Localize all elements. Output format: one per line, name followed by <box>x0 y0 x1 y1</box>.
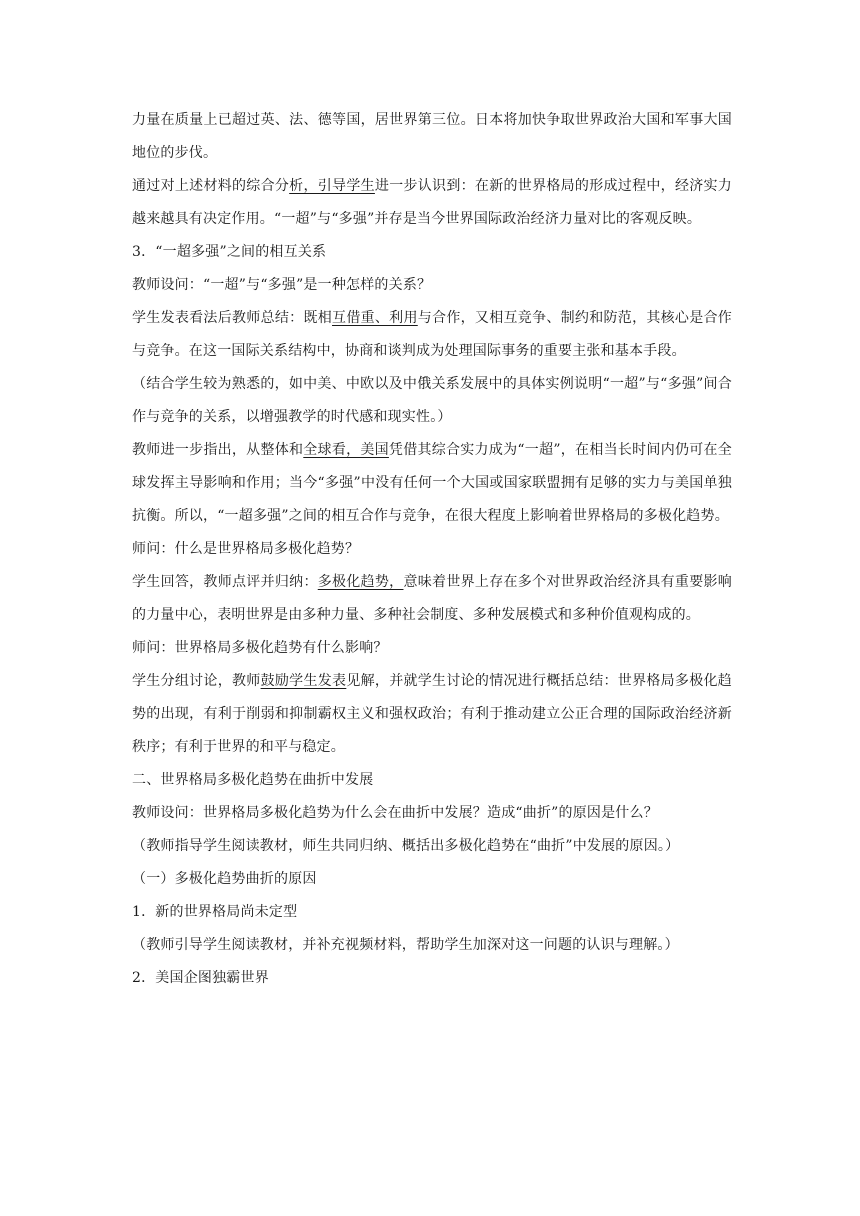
paragraph <box>132 368 732 434</box>
paragraph <box>132 830 732 863</box>
text-run: 教师设问：世界格局多极化趋势为什么会在曲折中发展？造成“曲折”的原因是什么？ <box>132 805 658 821</box>
text-run: 意味着世界上存在多个对世界政治经济具有重要影响的力量中心，表明世界是由多种力量、多种社会制度、多种发展模式和多种价值观构成的。 <box>132 574 732 623</box>
underlined-text: 全球看，美国 <box>303 442 389 458</box>
text-run: 力量在质量上已超过英、法、德等国，居世界第三位。日本将加快争取世界政治大国和军事大国地位的步伐。 <box>132 112 732 161</box>
paragraph <box>132 566 732 632</box>
paragraph <box>132 533 732 566</box>
text-run: （教师引导学生阅读教材，并补充视频材料，帮助学生加深对这一问题的认识与理解。） <box>132 937 679 953</box>
text-run: （一）多极化趋势曲折的原因 <box>132 871 317 887</box>
text-run: 教师设问：“一超”与“多强”是一种怎样的关系？ <box>132 277 432 293</box>
paragraph <box>132 929 732 962</box>
text-run: 学生发表看法后教师总结：既相 <box>132 310 333 326</box>
paragraph <box>132 797 732 830</box>
text-run: 见解，并就学生讨论的情况进行概括总结：世界格局多极化趋势的出现，有利于削弱和抑制霸权主义和强权政治；有利于推动建立公正合理的国际政治经济新秩序；有利于世界的和平与稳定。 <box>132 673 732 755</box>
paragraph <box>132 896 732 929</box>
text-run: 凭借其综合实力成为“一超”，在相当长时间内仍可在全球发挥主导影响和作用；当今“多强”中没有任何一个大国或国家联盟拥有足够的实力与美国单独抗衡。所以，“一超多强”之间的相互合作与竞争，在很大程度上影响着世界格局的多极化趋势。 <box>132 442 732 524</box>
paragraph <box>132 665 732 764</box>
text-run: 师问：什么是世界格局多极化趋势？ <box>132 541 360 557</box>
underlined-text: 析，引导学生 <box>289 178 375 194</box>
text-run: 学生分组讨论，教师 <box>132 673 261 689</box>
underlined-text: 多极化趋势， <box>317 574 404 590</box>
paragraph <box>132 236 732 269</box>
text-run: 与合作，又相互竞争、制约和防范，其核心是合作与竞争。在这一国际关系结构中，协商和谈判成为处理国际事务的重要主张和基本手段。 <box>132 310 732 359</box>
text-run: 2．美国企图独霸世界 <box>132 970 269 986</box>
paragraph <box>132 764 732 797</box>
text-run: 二、世界格局多极化趋势在曲折中发展 <box>132 772 374 788</box>
text-run: （结合学生较为熟悉的，如中美、中欧以及中俄关系发展中的具体实例说明“一超”与“多强”间合作与竞争的关系，以增强教学的时代感和现实性。） <box>132 376 732 425</box>
text-run: 1．新的世界格局尚未定型 <box>132 904 298 920</box>
text-run: （教师指导学生阅读教材，师生共同归纳、概括出多极化趋势在“曲折”中发展的原因。） <box>132 838 680 854</box>
text-run: 通过对上述材料的综合分 <box>132 178 290 194</box>
underlined-text: 互借重、利用 <box>332 310 418 326</box>
text-run: 教师进一步指出，从整体和 <box>132 442 304 458</box>
text-run: 师问：世界格局多极化趋势有什么影响？ <box>132 640 388 656</box>
paragraph <box>132 170 732 236</box>
text-run: 进一步认识到：在新的世界格局的形成过程中，经济实力越来越具有决定作用。“一超”与“多强”并存是当今世界国际政治经济力量对比的客观反映。 <box>132 178 733 227</box>
document-body <box>132 104 732 995</box>
paragraph <box>132 269 732 302</box>
paragraph <box>132 863 732 896</box>
paragraph <box>132 434 732 533</box>
text-run: 学生回答，教师点评并归纳： <box>132 574 318 590</box>
paragraph <box>132 962 732 995</box>
paragraph <box>132 104 732 170</box>
paragraph <box>132 632 732 665</box>
underlined-text: 鼓励学生发表 <box>260 673 347 689</box>
paragraph <box>132 302 732 368</box>
text-run: 3．“一超多强”之间的相互关系 <box>132 244 327 260</box>
